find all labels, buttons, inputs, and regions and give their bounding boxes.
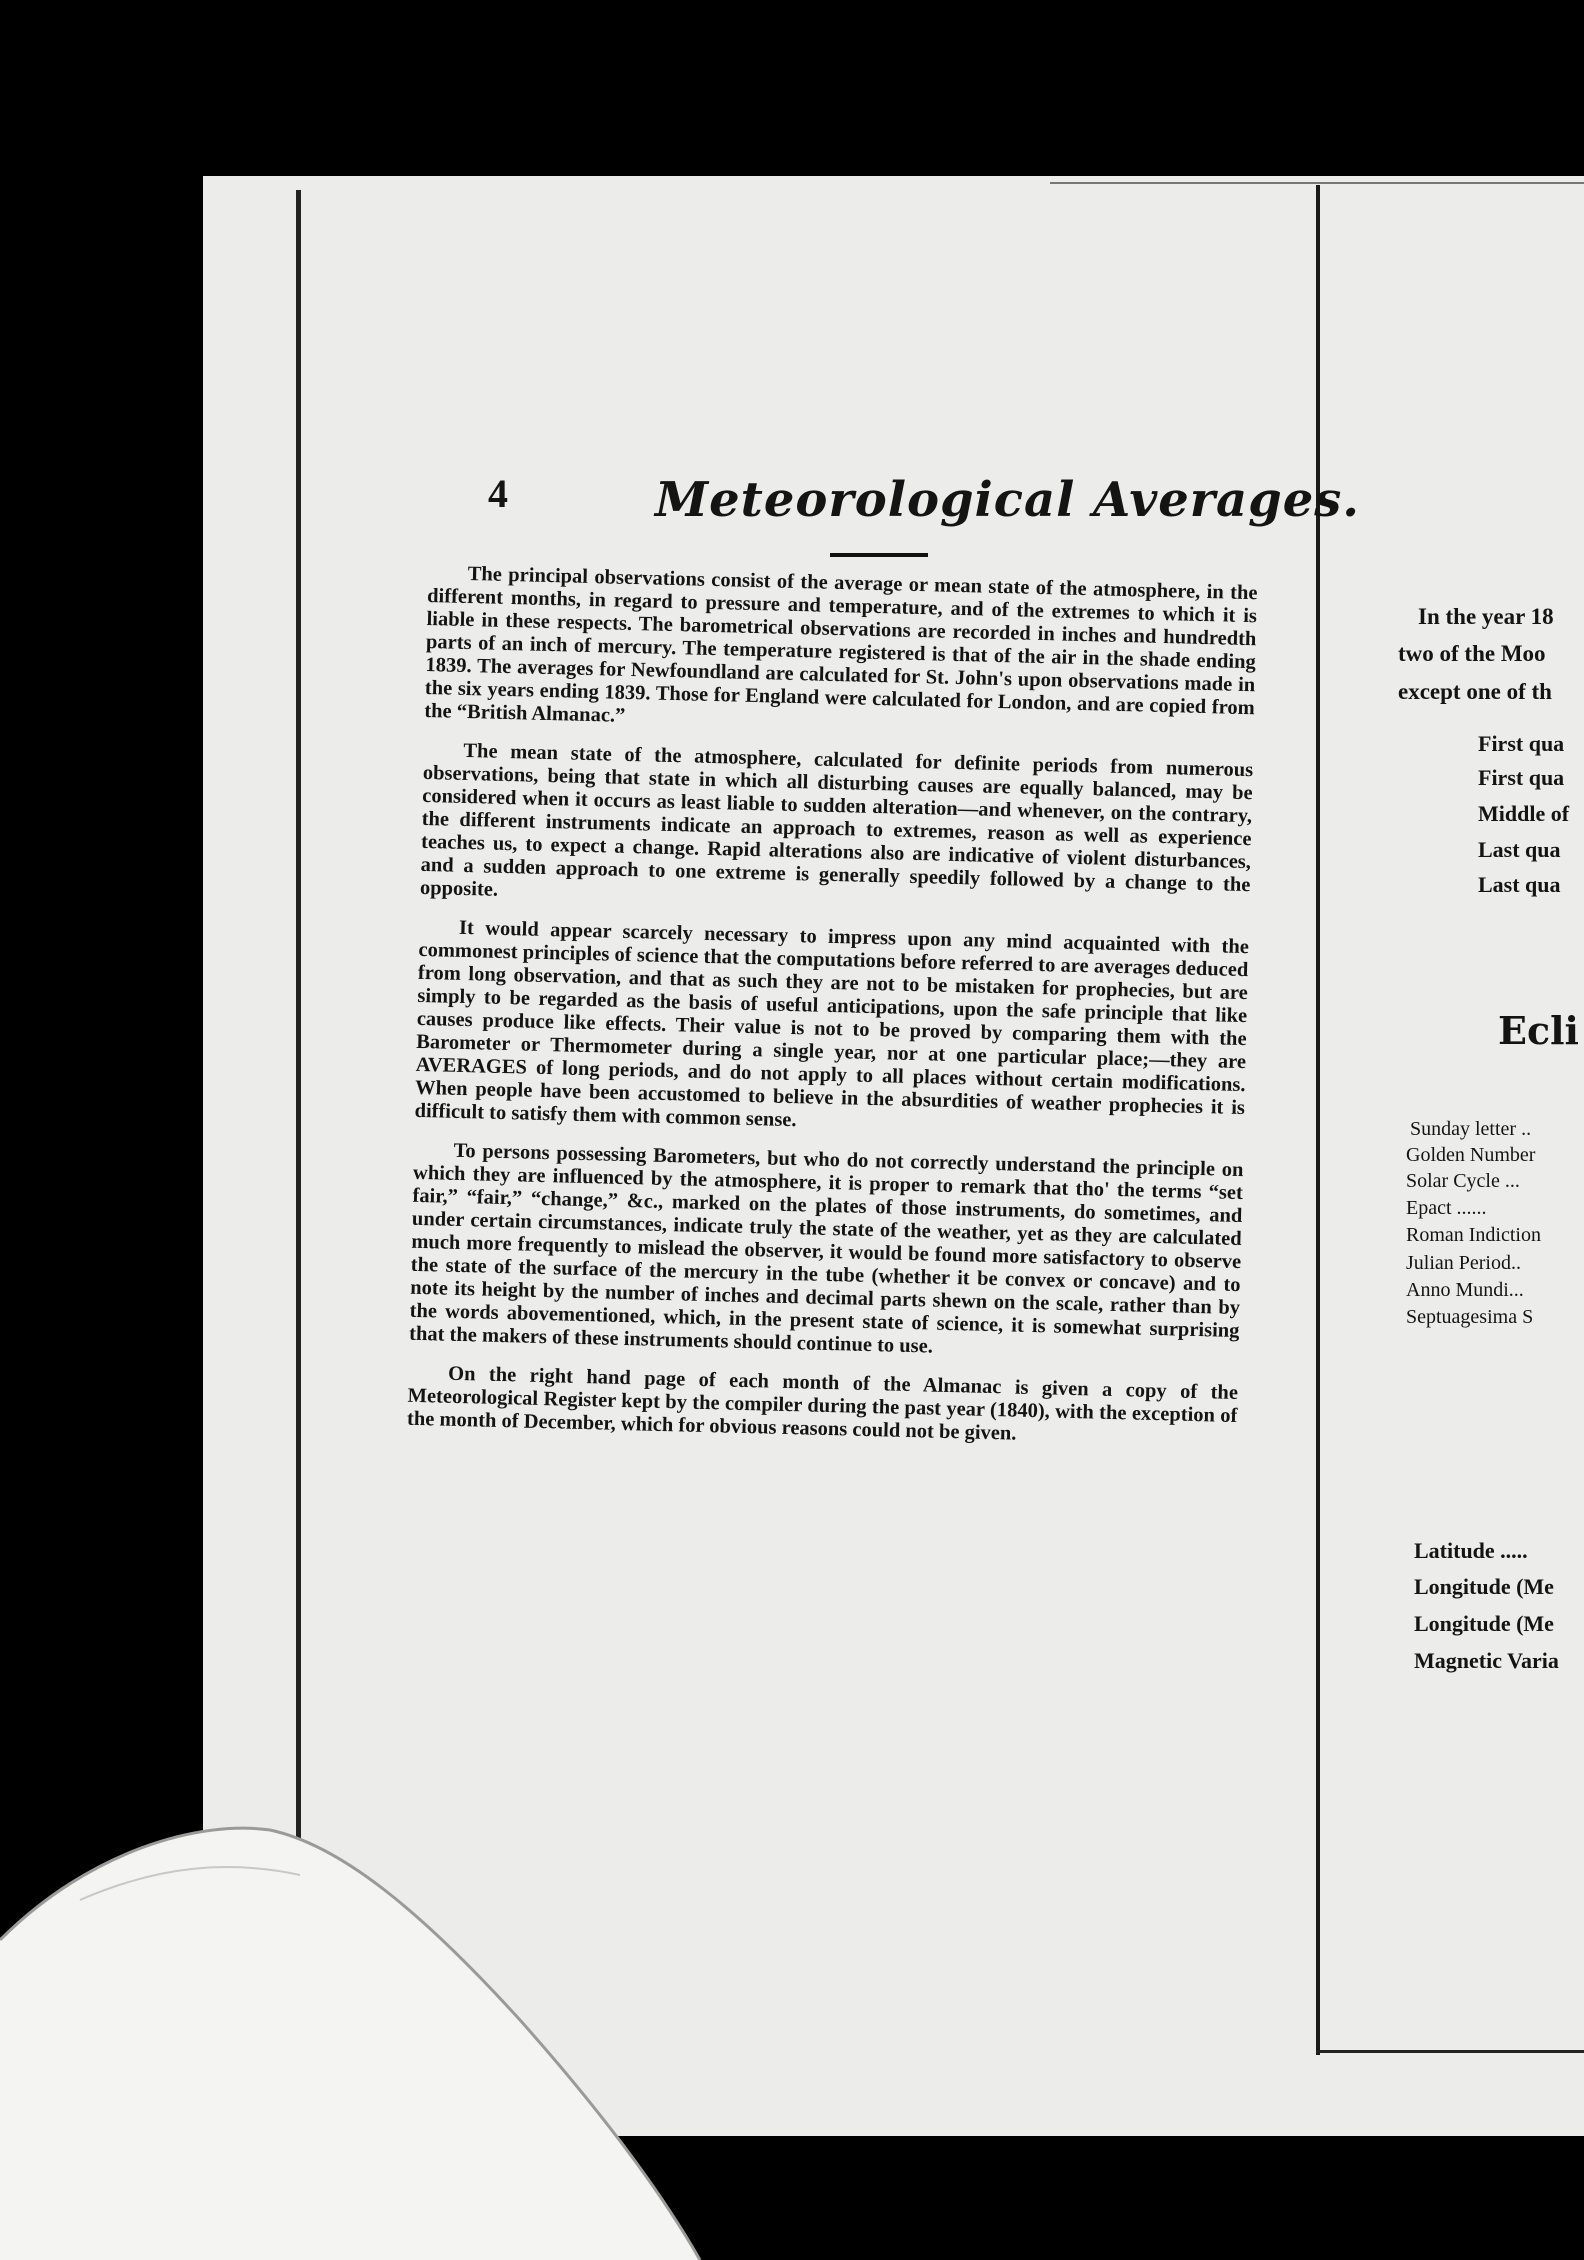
cycle-line: Roman Indiction: [1406, 1224, 1541, 1246]
intro-line: In the year 18: [1418, 604, 1554, 629]
left-margin-rule: [296, 190, 301, 1850]
cycle-line: Sunday letter ..: [1410, 1118, 1532, 1140]
title-underline: [830, 553, 928, 557]
geo-line: Longitude (Me: [1414, 1611, 1554, 1636]
cycle-line: Septuagesima S: [1406, 1306, 1534, 1328]
facing-page-fragment: [1370, 0, 1584, 2256]
phase-line: Middle of: [1478, 801, 1570, 826]
intro-line: two of the Moo: [1398, 641, 1546, 666]
phase-line: First qua: [1478, 731, 1565, 756]
cycle-line: Julian Period..: [1406, 1252, 1521, 1274]
cycle-line: Epact ......: [1406, 1197, 1487, 1219]
paragraph-barometers: To persons possessing Barometers, but who do not correctly understand the principle on which they are influenced by the atmosphere, it is proper to remark that tho' the terms “set fair,” “fair,” “change,” &c., marked on the plates of those instruments, do sometimes, and under certain circumstances, indicate truly the state of the weather, yet as they are calculated much more frequently to mislead the observer, it would be found more satisfactory to observe the state of the surface of the mercury in the tube (whether it be convex or concave) and to note its height by the number of inches and decimal parts shewn on the scale, rather than by the words abovementioned, which, in the present state of science, it is somewhat surprising that the makers of these instruments should continue to use.: [408, 1139, 1244, 1358]
paragraph-observations: The principal observations consist of the average or mean state of the atmosphere, in the different months, in regard to pressure and temperature, and of the extremes to which it is liable in these respects. The barometrical observations are recorded in inches and hundredth parts of an inch of mercury. The temperature registered is that of the air in the shade ending 1839. The averages for Newfoundland are calculated for St. John's upon observations made in the six years ending 1839. Those for England were calculated for London, and are copied from the “British Almanac.”: [424, 562, 1258, 727]
page-number: 4: [488, 471, 508, 516]
page-curl: [0, 1660, 760, 2260]
paragraph-mean-state: The mean state of the atmosphere, calculated for definite periods from numerous observations, being that state in which all disturbing causes are equally balanced, may be considered when it occurs as least liable to sudden alteration—and whenever, on the contrary, the different instruments indicate an approach to extremes, reason as well as experience teaches us, to expect a change. Rapid alterations also are indicative of violent disturbances, and a sudden approach to one extreme is generally speedily followed by a change to the opposite.: [419, 739, 1254, 901]
phase-line: First qua: [1478, 765, 1565, 790]
article-body: [406, 562, 1257, 1467]
paragraph-averages: It would appear scarcely necessary to impress upon any mind acquainted with the commonest principles of science that the computations before referred to are averages deduced from long observation, and that as such they are not to be mistaken for prophecies, but are simply to be regarded as the basis of useful anticipations, upon the safe principle that like causes produce like effects. Their value is not to be proved by comparing them with the Barometer or Thermometer during a single year, nor at one particular place;—they are AVERAGES of long periods, and do not apply to all places without certain modifications. When people have been accustomed to believe in the absurdities of weather prophecies it is difficult to satisfy them with common sense.: [414, 916, 1250, 1132]
cycle-line: Solar Cycle ...: [1406, 1170, 1520, 1192]
geo-line: Magnetic Varia: [1414, 1648, 1559, 1673]
page-title: Meteorological Averages.: [655, 472, 1360, 528]
phase-line: Last qua: [1478, 837, 1561, 862]
cycle-line: Golden Number: [1406, 1144, 1536, 1166]
geo-line: Longitude (Me: [1414, 1574, 1554, 1599]
geo-line: Latitude .....: [1414, 1538, 1528, 1563]
paragraph-register: On the right hand page of each month of the Almanac is given a copy of the Meteorological Register kept by the compiler during the past year (1840), with the exception of the month of December, which for obvious reasons could not be given.: [406, 1362, 1239, 1445]
cycle-line: Anno Mundi...: [1406, 1279, 1524, 1301]
gutter-rule: [1316, 185, 1320, 2055]
phase-line: Last qua: [1478, 872, 1561, 897]
intro-line: except one of th: [1398, 679, 1552, 704]
section-heading: Ecli: [1498, 1008, 1579, 1053]
